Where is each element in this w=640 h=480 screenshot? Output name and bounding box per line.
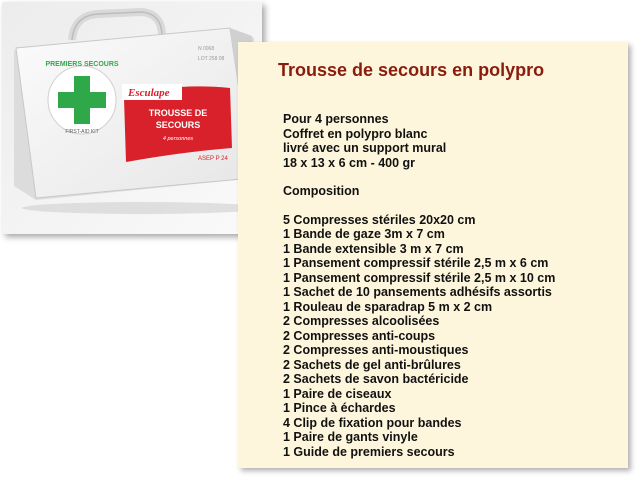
list-item: 1 Bande extensible 3 m x 7 cm bbox=[283, 241, 464, 256]
intro-block bbox=[283, 112, 555, 170]
list-item: 4 Clip de fixation pour bandes bbox=[283, 415, 462, 430]
intro-line: Pour 4 personnes bbox=[283, 112, 389, 126]
list-item: 1 Guide de premiers secours bbox=[283, 444, 455, 459]
label-ref: ASEP P 24 bbox=[198, 156, 228, 162]
label-line2: SECOURS bbox=[155, 120, 201, 130]
list-item: 1 Pansement compressif stérile 2,5 m x 6 cm bbox=[283, 256, 549, 270]
list-item: 1 Paire de ciseaux bbox=[283, 386, 392, 401]
label-line1: TROUSSE DE bbox=[148, 108, 208, 118]
intro-line: Coffret en polypro blanc bbox=[283, 126, 428, 141]
list-item: 2 Compresses anti-coups bbox=[283, 328, 436, 343]
badge-text: PREMIERS SECOURS bbox=[45, 61, 119, 68]
list-item: 1 Pince à échardes bbox=[283, 401, 396, 415]
list-item: 5 Compresses stériles 20x20 cm bbox=[283, 212, 476, 227]
badge-subtext: FIRST-AID KIT bbox=[65, 129, 99, 135]
list-item: 2 Compresses anti-moustiques bbox=[283, 343, 469, 357]
list-item: 1 Pansement compressif stérile 2,5 m x 10 cm bbox=[283, 270, 556, 285]
product-photo bbox=[2, 2, 262, 234]
product-title: Trousse de secours en polypro bbox=[278, 60, 545, 80]
corner-ref-1: N 0068 bbox=[198, 46, 215, 52]
list-item: 2 Sachets de savon bactéricide bbox=[283, 372, 469, 386]
composition-heading: Composition bbox=[283, 184, 360, 198]
corner-ref-2: LOT 258 08 bbox=[198, 56, 225, 62]
product-description bbox=[283, 112, 555, 459]
intro-line: livré avec un support mural bbox=[283, 141, 447, 155]
list-item: 1 Rouleau de sparadrap 5 m x 2 cm bbox=[283, 299, 493, 314]
composition-list bbox=[283, 213, 555, 460]
list-item: 1 Sachet de 10 pansements adhésifs assortis bbox=[283, 285, 552, 299]
first-aid-kit-image bbox=[2, 2, 262, 234]
list-item: 1 Paire de gants vinyle bbox=[283, 430, 418, 444]
list-item: 2 Compresses alcoolisées bbox=[283, 314, 440, 328]
list-item: 2 Sachets de gel anti-brûlures bbox=[283, 357, 461, 372]
list-item: 1 Bande de gaze 3m x 7 cm bbox=[283, 227, 445, 241]
brand-logo: Esculape bbox=[128, 87, 170, 99]
intro-line: 18 x 13 x 6 cm - 400 gr bbox=[283, 155, 416, 170]
label-capacity: 4 personnes bbox=[162, 136, 194, 142]
